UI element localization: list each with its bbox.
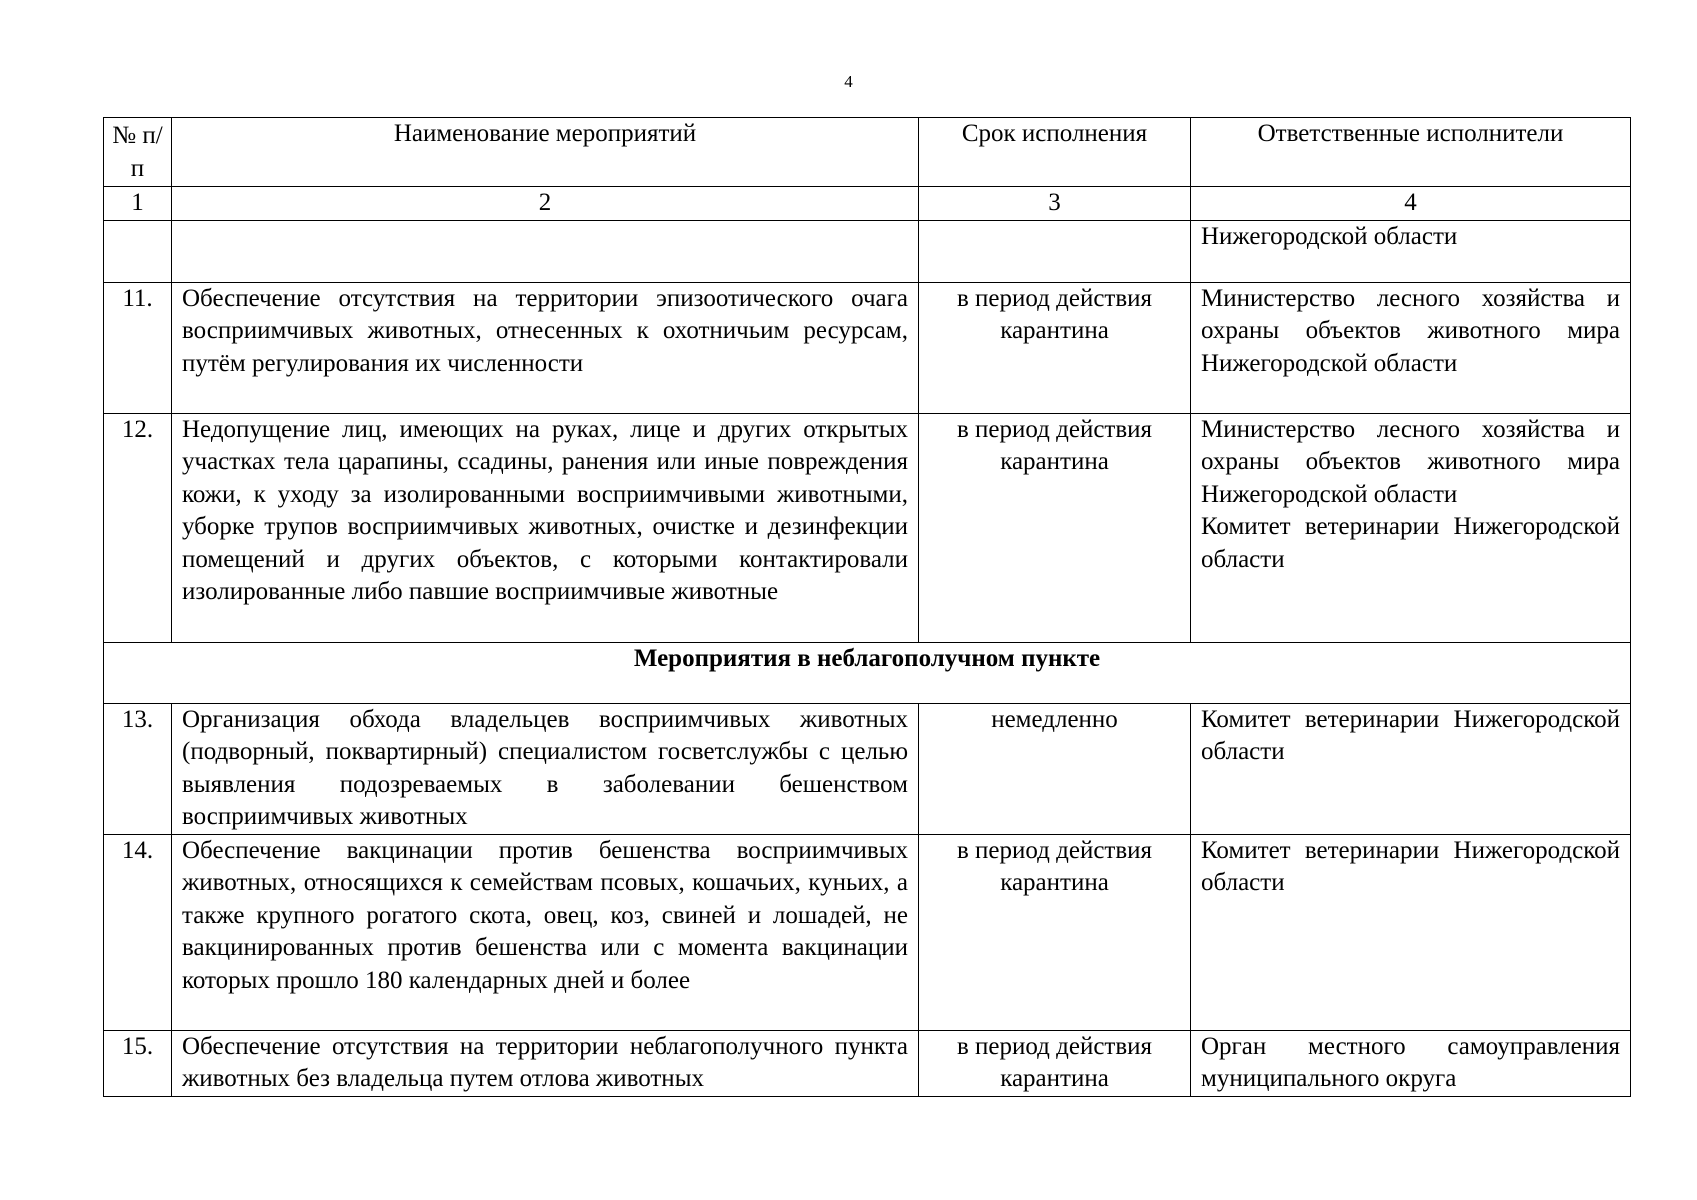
row-term: в период действия карантина <box>919 413 1191 642</box>
table-row <box>104 1030 1631 1096</box>
column-number: 2 <box>172 187 919 221</box>
page-number: 4 <box>844 72 853 91</box>
table-row <box>104 703 1631 834</box>
measures-table <box>103 117 1631 1097</box>
header-term: Срок исполнения <box>919 118 1191 187</box>
header-name: Наименование мероприятий <box>172 118 919 187</box>
table-row-continued <box>104 220 1631 282</box>
row-number: 12. <box>104 413 172 642</box>
row-number <box>104 220 172 282</box>
column-number-row <box>104 187 1631 221</box>
row-term: в период действия карантина <box>919 282 1191 413</box>
row-term: немедленно <box>919 703 1191 834</box>
row-responsible: Комитет ветеринарии Нижегородской области <box>1191 703 1631 834</box>
table-header-row <box>104 118 1631 187</box>
table-row <box>104 834 1631 1030</box>
section-header-row <box>104 642 1631 703</box>
column-number: 4 <box>1191 187 1631 221</box>
responsible-ministry: Министерство лесного хозяйства и охраны объектов животного мира Нижегородской области <box>1201 415 1620 508</box>
table-row <box>104 282 1631 413</box>
row-term: в период действия карантина <box>919 1030 1191 1096</box>
row-term: в период действия карантина <box>919 834 1191 1030</box>
row-description: Обеспечение вакцинации против бешенства восприимчивых животных, относящихся к семействам псовых, кошачьих, куньих, а также крупного рогатого скота, овец, коз, свиней и лошадей, не вакцинированных против бешенства или с момента вакцинации которых прошло 180 календарных дней и более <box>172 834 919 1030</box>
row-number: 13. <box>104 703 172 834</box>
header-responsible: Ответственные исполнители <box>1191 118 1631 187</box>
row-responsible: Министерство лесного хозяйства и охраны объектов животного мира Нижегородской области <box>1191 282 1631 413</box>
row-responsible: Орган местного самоуправления муниципального округа <box>1191 1030 1631 1096</box>
row-responsible: Комитет ветеринарии Нижегородской области <box>1191 834 1631 1030</box>
row-description: Организация обхода владельцев восприимчивых животных (подворный, поквартирный) специалистом госветслужбы с целью выявления подозреваемых в заболевании бешенством восприимчивых животных <box>172 703 919 834</box>
row-description: Обеспечение отсутствия на территории эпизоотического очага восприимчивых животных, отнесенных к охотничьим ресурсам, путём регулирования их численности <box>172 282 919 413</box>
table-row <box>104 413 1631 642</box>
row-responsible: Нижегородской области <box>1191 220 1631 282</box>
row-term <box>919 220 1191 282</box>
header-number: № п/п <box>104 118 172 187</box>
row-responsible <box>1191 413 1631 642</box>
responsible-committee: Комитет ветеринарии Нижегородской области <box>1201 513 1620 573</box>
column-number: 1 <box>104 187 172 221</box>
row-description: Обеспечение отсутствия на территории неблагополучного пункта животных без владельца путем отлова животных <box>172 1030 919 1096</box>
section-title: Мероприятия в неблагополучном пункте <box>104 642 1631 703</box>
row-number: 15. <box>104 1030 172 1096</box>
row-description: Недопущение лиц, имеющих на руках, лице и других открытых участках тела царапины, ссадины, ранения или иные повреждения кожи, к уходу за изолированными восприимчивыми животными, уборке трупов восприимчивых животных, очистке и дезинфекции помещений и других объектов, с которыми контактировали изолированные либо павшие восприимчивые животные <box>172 413 919 642</box>
row-description <box>172 220 919 282</box>
row-number: 14. <box>104 834 172 1030</box>
row-number: 11. <box>104 282 172 413</box>
column-number: 3 <box>919 187 1191 221</box>
